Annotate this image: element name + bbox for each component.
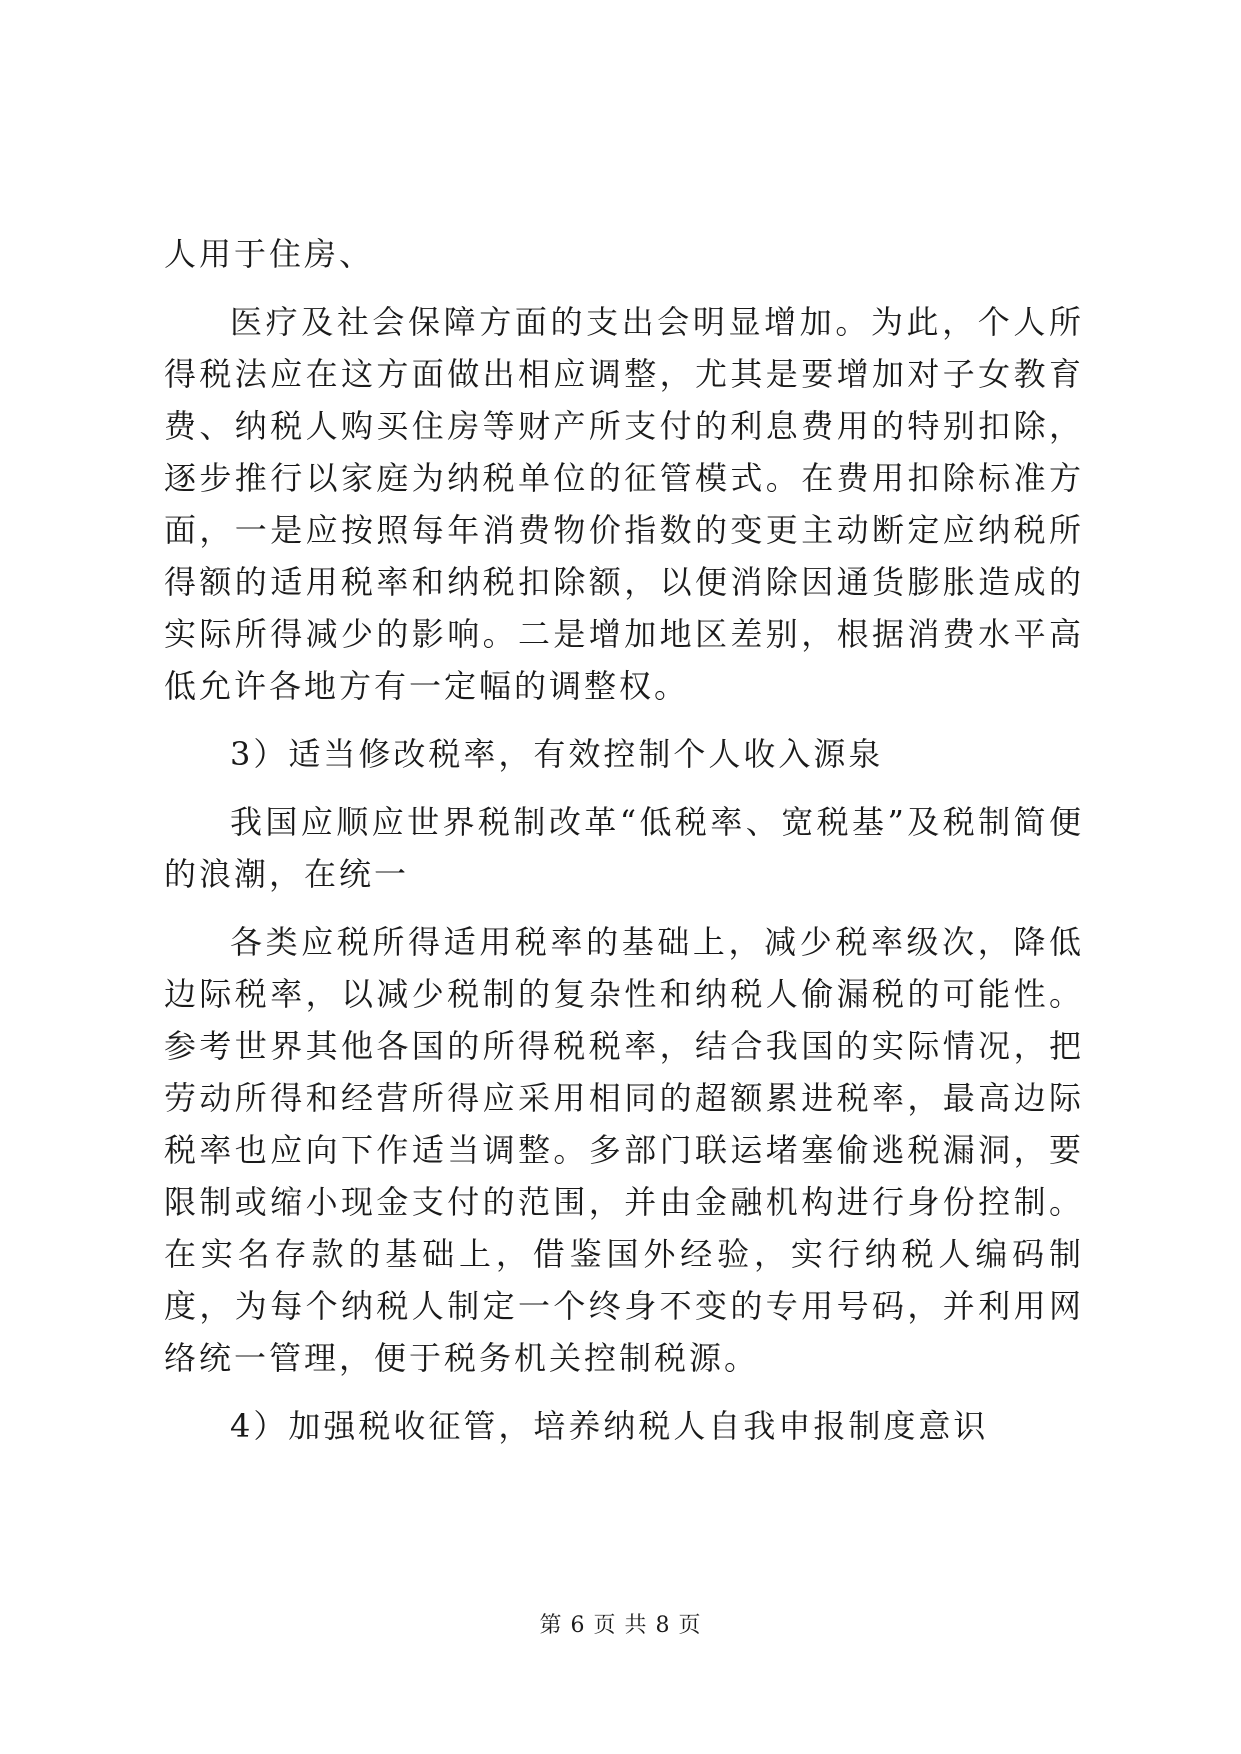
document-body <box>164 228 1084 1452</box>
paragraph-4: 各类应税所得适用税率的基础上，减少税率级次，降低边际税率，以减少税制的复杂性和纳税人偷漏税的可能性。参考世界其他各国的所得税税率，结合我国的实际情况，把劳动所得和经营所得应采用相同的超额累进税率，最高边际税率也应向下作适当调整。多部门联运堵塞偷逃税漏洞，要限制或缩小现金支付的范围，并由金融机构进行身份控制。在实名存款的基础上，借鉴国外经验，实行纳税人编码制度，为每个纳税人制定一个终身不变的专用号码，并利用网络统一管理，便于税务机关控制税源。 <box>164 923 1084 1377</box>
section-heading-3: 3）适当修改税率，有效控制个人收入源泉 <box>230 735 884 773</box>
paragraph-3: 我国应顺应世界税制改革“低税率、宽税基”及税制简便的浪潮，在统一 <box>164 803 1084 893</box>
paragraph-1: 人用于住房、 <box>164 235 375 273</box>
section-heading-4: 4）加强税收征管，培养纳税人自我申报制度意识 <box>230 1407 989 1445</box>
page-footer <box>0 1608 1241 1639</box>
paragraph-2: 医疗及社会保障方面的支出会明显增加。为此，个人所得税法应在这方面做出相应调整，尤其是要增加对子女教育费、纳税人购买住房等财产所支付的利息费用的特别扣除，逐步推行以家庭为纳税单位的征管模式。在费用扣除标准方面，一是应按照每年消费物价指数的变更主动断定应纳税所得额的适用税率和纳税扣除额，以便消除因通货膨胀造成的实际所得减少的影响。二是增加地区差别，根据消费水平高低允许各地方有一定幅的调整权。 <box>164 303 1084 705</box>
page-number-label: 第 6 页 共 8 页 <box>539 1613 702 1638</box>
